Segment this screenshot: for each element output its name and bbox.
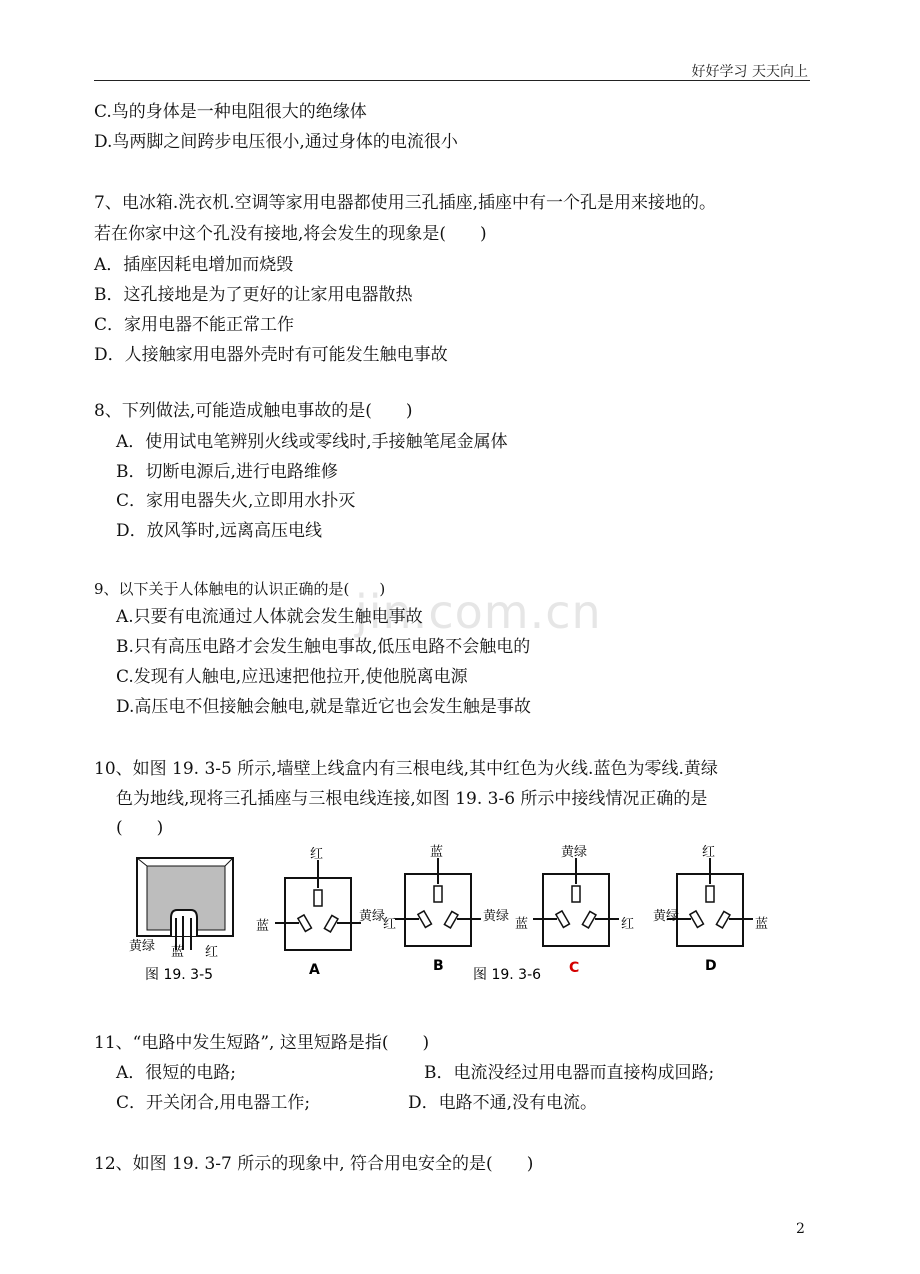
socket-b-top-label: 蓝: [430, 845, 444, 860]
wall-wire-box: [137, 858, 233, 950]
page-header: 好好学习 天天向上: [691, 64, 808, 80]
q11-option-a: A．很短的电路;: [116, 1063, 237, 1083]
q9-option-a: A.只要有电流通过人体就会发生触电事故: [116, 607, 423, 627]
socket-option-a: [275, 860, 361, 950]
q8-option-d: D．放风筝时,远离高压电线: [116, 521, 323, 541]
box-wire-label-neutral: 蓝: [171, 945, 185, 960]
page-number: 2: [796, 1221, 805, 1237]
socket-d-top-label: 红: [702, 845, 716, 860]
socket-d-right-label: 蓝: [755, 917, 769, 932]
socket-b-left-label: 红: [383, 917, 397, 932]
q9-stem: 9、以下关于人体触电的认识正确的是( ): [94, 580, 386, 598]
q9-option-b: B.只有高压电路才会发生触电事故,低压电路不会触电的: [116, 637, 531, 657]
q7-stem-line1: 7、电冰箱.洗衣机.空调等家用电器都使用三孔插座,插座中有一个孔是用来接地的。: [94, 193, 717, 213]
socket-c-right-label: 红: [621, 917, 635, 932]
socket-d-letter: D: [705, 958, 717, 974]
q6-option-d: D.鸟两脚之间跨步电压很小,通过身体的电流很小: [94, 132, 458, 152]
q11-option-b: B．电流没经过用电器而直接构成回路;: [424, 1063, 715, 1083]
socket-a-top-label: 红: [310, 847, 324, 862]
q7-option-a: A．插座因耗电增加而烧毁: [94, 255, 294, 275]
figure-caption-19-3-5: 图 19. 3-5: [145, 967, 214, 983]
socket-option-c: [533, 858, 619, 946]
q8-stem: 8、下列做法,可能造成触电事故的是( ): [94, 401, 413, 421]
q7-stem-line2: 若在你家中这个孔没有接地,将会发生的现象是( ): [94, 224, 487, 244]
q10-stem-line3: ( ): [116, 818, 164, 838]
q11-option-c: C．开关闭合,用电器工作;: [116, 1093, 311, 1113]
socket-c-left-label: 蓝: [515, 917, 529, 932]
q9-option-c: C.发现有人触电,应迅速把他拉开,使他脱离电源: [116, 667, 468, 687]
box-wire-label-ground: 黄绿: [129, 939, 156, 954]
q10-stem-line1: 10、如图 19. 3-5 所示,墙壁上线盒内有三根电线,其中红色为火线.蓝色为零线.黄绿: [94, 759, 718, 779]
q8-option-b: B．切断电源后,进行电路维修: [116, 462, 338, 482]
q12-stem: 12、如图 19. 3-7 所示的现象中, 符合用电安全的是( ): [94, 1154, 534, 1174]
q7-option-c: C．家用电器不能正常工作: [94, 315, 295, 335]
q8-option-a: A．使用试电笔辨别火线或零线时,手接触笔尾金属体: [116, 432, 508, 452]
figure-caption-19-3-6: 图 19. 3-6: [473, 967, 542, 983]
box-wire-label-live: 红: [205, 945, 219, 960]
socket-a-letter: A: [309, 962, 320, 978]
socket-b-right-label: 黄绿: [483, 909, 510, 924]
socket-d-left-label: 黄绿: [653, 909, 680, 924]
q7-option-d: D．人接触家用电器外壳时有可能发生触电事故: [94, 345, 448, 365]
q8-option-c: C．家用电器失火,立即用水扑灭: [116, 491, 356, 511]
q9-option-d: D.高压电不但接触会触电,就是靠近它也会发生触是事故: [116, 697, 531, 717]
watermark: jin.com.cn: [355, 585, 602, 639]
socket-a-right-label: 黄绿: [359, 909, 386, 924]
socket-b-letter: B: [433, 958, 444, 974]
q11-stem: 11、“电路中发生短路”, 这里短路是指( ): [94, 1033, 430, 1053]
q10-stem-line2: 色为地线,现将三孔插座与三根电线连接,如图 19. 3-6 所示中接线情况正确的是: [116, 789, 708, 809]
socket-c-top-label: 黄绿: [561, 845, 588, 860]
socket-option-d: [667, 858, 753, 946]
socket-c-letter-answer: C: [569, 960, 580, 976]
q11-option-d: D．电路不通,没有电流。: [408, 1093, 598, 1113]
q6-option-c: C.鸟的身体是一种电阻很大的绝缘体: [94, 102, 367, 122]
q7-option-b: B．这孔接地是为了更好的让家用电器散热: [94, 285, 413, 305]
socket-a-left-label: 蓝: [256, 919, 270, 934]
socket-option-b: [395, 858, 481, 946]
socket-wiring-figure: [125, 840, 785, 990]
header-rule: [94, 80, 810, 81]
